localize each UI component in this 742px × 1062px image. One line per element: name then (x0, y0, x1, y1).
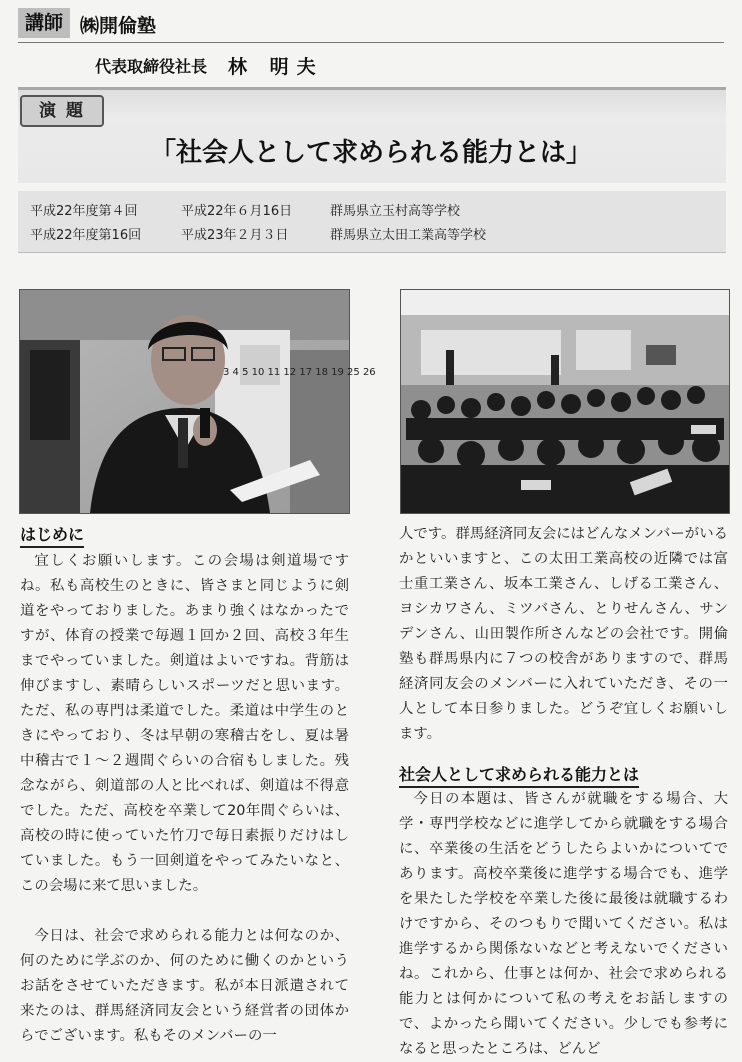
schedule-venue: 群馬県立玉村高等学校 (330, 204, 461, 219)
schedule-date: 平成23年２月３日 (181, 228, 289, 243)
lecturer-name: 林 明夫 (228, 56, 324, 78)
paragraph-gap (20, 899, 349, 924)
calendar-numbers: 3 4 5 10 11 12 17 18 19 25 26 (223, 367, 376, 378)
schedule-session: 平成22年度第16回 (30, 228, 142, 243)
ability-column (399, 787, 728, 1062)
section-heading-intro: はじめに (20, 525, 84, 548)
header-divider (18, 42, 724, 43)
intro-paragraph-1: 宜しくお願いします。この会場は剣道場ですね。私も高校生のときに、皆さまと同じように剣道をやっておりました。あまり強くはなかったですが、体育の授業で毎週１回か２回、高校３年生までやっていました。剣道はよいですね。背筋は伸びますし、素晴らしいスポーツだと思います。ただ、私の専門は柔道でした。柔道は中学生のときにやっており、冬は早朝の寒稽古をし、夏は暑中稽古で１～２週間ぐらいの合宿もしました。残念ながら、剣道部の人と比べれば、剣道は不得意でした。ただ、高校を卒業して20年間ぐらいは、高校の時に使っていた竹刀で毎日素振りだけはしていました。もう一回剣道をやってみたいなと、この会場に来て思いました。 (20, 553, 349, 894)
company-name: ㈱開倫塾 (80, 15, 157, 37)
schedule-date: 平成22年６月16日 (181, 204, 293, 219)
intro-paragraph-2: 今日は、社会で求められる能力とは何なのか、何のために学ぶのか、何のために働くのかというお話をさせていただきます。私が本日派遣されて来たのは、群馬経済同友会という経営者の団体からでございます。私もそのメンバーの一 (20, 928, 349, 1044)
ability-paragraph-1: 今日の本題は、皆さんが就職をする場合、大学・専門学校などに進学してから就職をする場合に、卒業後の生活をどうしたらよいかについてであります。高校卒業後に進学する場合でも、進学を果たした学校を卒業した後に最後は就職するわけですから、そのつもりで聞いてください。私は進学するから関係ないなどと考えないでくださいね。これから、仕事とは何か、社会で求められる能力とは何かについて私の考えをお話しますので、よかったら聞いてください。少しでも参考になると思ったところは、どんど (399, 791, 728, 1057)
theme-band-rule (18, 87, 726, 90)
schedule-session: 平成22年度第４回 (30, 204, 138, 219)
lecture-title: 「社会人として求められる能力とは」 (149, 138, 592, 168)
schedule-venue: 群馬県立太田工業高等学校 (330, 228, 487, 243)
audience-photo-art (401, 290, 729, 513)
section-heading-ability: 社会人として求められる能力とは (399, 765, 639, 788)
schedule-box (18, 191, 726, 253)
lecturer-position: 代表取締役社長 (95, 57, 208, 76)
speaker-photo (19, 289, 376, 514)
theme-tag: 演題 (20, 95, 104, 127)
intro-paragraph-3: 人です。群馬経済同友会にはどんなメンバーがいるかといいますと、この太田工業高校の近隣では富士重工業さん、坂本工業さん、しげる工業さん、ヨシカワさん、ミツバさん、とりせんさん、サンデンさん、山田製作所さんなどの会社です。開倫塾も群馬県内に７つの校舎がありますので、群馬経済同友会のメンバーに入れていただき、その一人として本日参りました。どうぞ宜しくお願いします。 (399, 526, 728, 742)
speaker-photo-art (20, 290, 376, 513)
audience-photo (400, 289, 730, 514)
intro-continuation (399, 522, 728, 747)
intro-column (20, 549, 349, 1049)
lecturer-tag: 講師 (18, 8, 70, 38)
